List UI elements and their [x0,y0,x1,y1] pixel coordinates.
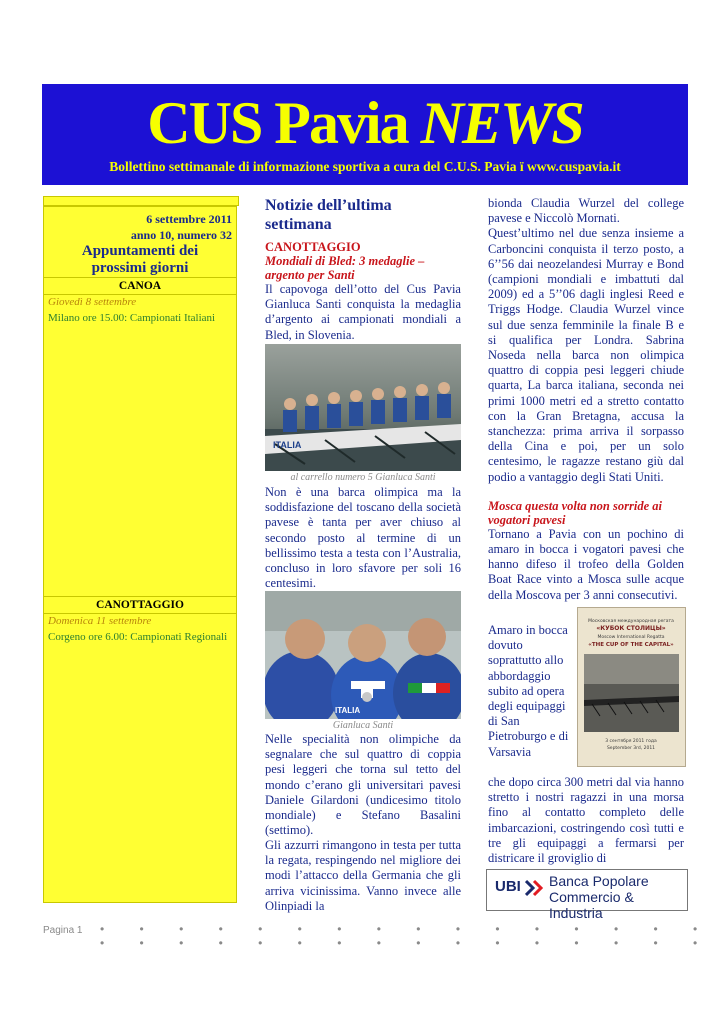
article-subhead: Mosca questa volta non sorride ai vogatori pavesi [488,498,662,527]
ubi-brand: UBI [495,878,521,895]
masthead-banner [42,84,688,185]
poster-text: September 3rd, 2011 [606,746,656,751]
masthead-subtitle: Bollettino settimanale di informazione sportiva a cura del C.U.S. Pavia ï www.cuspavia.it [109,159,621,174]
page-number: Pagina 1 [43,925,83,936]
section-heading-canottaggio: CANOTTAGGIO [44,596,236,614]
ubi-name-line2: Commercio & Industria [549,889,634,921]
poster-text: 3 сентября 2011 года [605,739,657,744]
section-heading-canoa: CANOA [44,277,236,295]
poster-image [578,608,685,766]
article-paragraph: che dopo circa 300 metri dal via hanno stretto i nostri ragazzi in una morsa fino al contatto completo delle imbarcazioni, costringendo così tutti e tre gli equipaggi a fermarsi per districare il groviglio di [488,775,684,866]
issue-date: 6 settembre 2011 [146,212,232,226]
article-paragraph: Non è una barca olimpica ma la soddisfazione del toscano della società pavese è tanta per aver chiuso al secondo posto al termine di un bellissimo testa a testa con l’Australia, concluso in loro sfavore per soli 16 centesimi. [265,485,461,591]
article-paragraph: bionda Claudia Wurzel del college pavese e Niccolò Mornati. [488,196,684,226]
article-paragraph: Tornano a Pavia con un pochino di amaro in bocca i vogatori pavesi che hanno difeso il trofeo della Golden Boat Race vinto a Mosca sulle acque della Moscova per 3 anni consecutivi. [488,526,684,602]
event-date: Giovedì 8 settembre [48,296,137,308]
article-paragraph: Gli azzurri rimangono in testa per tutta la regata, respingendo nel migliore dei modi l’attacco della Germania che gli arriva vicinissima. Vanno invece alle Olinpiadi la [265,838,461,913]
masthead-title-news: NEWS [420,90,583,156]
article-paragraph: Quest’ultimo nel due senza insieme a Carboncini conquista il terzo posto, a 6’’56 dai neozelandesi Murray e Bond (campioni mondiali e imbattuti dal 2009) ed a 5’’06 dagli inglesi Reed e Triggs Hodge. Claudia Wurzel vince sul due senza femminile la finale B e si qualifica per Londra. Sabrina Noseda nella barca non olimpica quattro di coppia pesi leggeri chiude quarta, La barca italiana, seconda nei primi 1000 metri ed a stretto contatto con la Gran Bretagna, accusa la stanchezza: prima arriva il sorpasso della Cina e poi, per un solo centesimo, le ragazze restano giù dal podio a vantaggio degli Stati Uniti. [488,226,684,484]
ubi-name [549,873,687,921]
event-date: Domenica 11 settembre [48,615,152,627]
news-heading-line1: Notizie dell’ultima [265,197,392,214]
issue-number: anno 10, numero 32 [130,228,232,242]
poster-text: «THE CUP OF THE CAPITAL» [588,642,674,648]
rowing-photo-image [265,344,461,471]
photo-caption: al carrello numero 5 Gianluca Santi [290,472,436,483]
article-subhead: Mondiali di Bled: 3 medaglie – argento per Santi [265,254,425,282]
article-paragraph-narrow: Amaro in bocca dovuto soprattutto allo abbordaggio subito ad opera degli equipaggi di San Pietroburgo e di Varsavia [488,623,569,759]
poster-cup-of-capital [577,607,686,767]
event-text: Milano ore 15.00: Campionati Italiani [48,312,216,324]
appointments-title-line1: Appuntamenti dei [81,243,199,259]
footer-dot-rule: • • • • • • • • • • • • • • • • • • • • • • • • • • • • • • • • [100,922,714,950]
photo-caption: Gianluca Santi [332,720,394,731]
poster-text: «КУБОК СТОЛИЦЫ» [596,625,666,632]
article-paragraph: Nelle specialità non olimpiche da segnalare che sul quattro di coppia pesi leggeri che torna sul tetto del mondo c’erano gli universitari pavesi Daniele Gilardoni (undicesimo titolo mondiale) e Stefano Basalini (settimo). [265,732,461,838]
appointments-title [44,243,236,277]
category-label: CANOTTAGGIO [265,240,361,254]
issue-info [131,211,232,243]
ubi-bank-ad[interactable] [486,869,688,921]
middle-column [265,196,461,343]
medal-photo-image [265,591,461,719]
ubi-name-line1: Banca Popolare [549,873,649,889]
article-paragraph: Il capovoga dell’otto del Cus Pavia Gianluca Santi conquista la medaglia d’argento ai campionati mondiali a Bled, in Slovenia. [265,282,461,342]
photo-rowing-crew [265,344,461,471]
poster-text: Московская международная регата [588,619,674,624]
poster-text: Moscow International Regatta [597,635,665,640]
photo-medal-rowers [265,591,461,719]
shirt-lettering: ITALIA [335,706,361,715]
sidebar-top-strip [43,196,239,206]
event-text: Corgeno ore 6.00: Campionati Regionali [48,631,228,643]
news-heading [265,196,461,234]
masthead-title-main: CUS Pavia [147,90,421,156]
right-column [488,196,684,603]
appointments-title-line2: prossimi giorni [91,260,189,276]
news-heading-line2: settimana [265,216,332,233]
ubi-logo-icon [525,879,543,897]
masthead-title [42,86,688,160]
boat-lettering: ITALIA [273,440,302,450]
sidebar-appointments [43,206,237,903]
